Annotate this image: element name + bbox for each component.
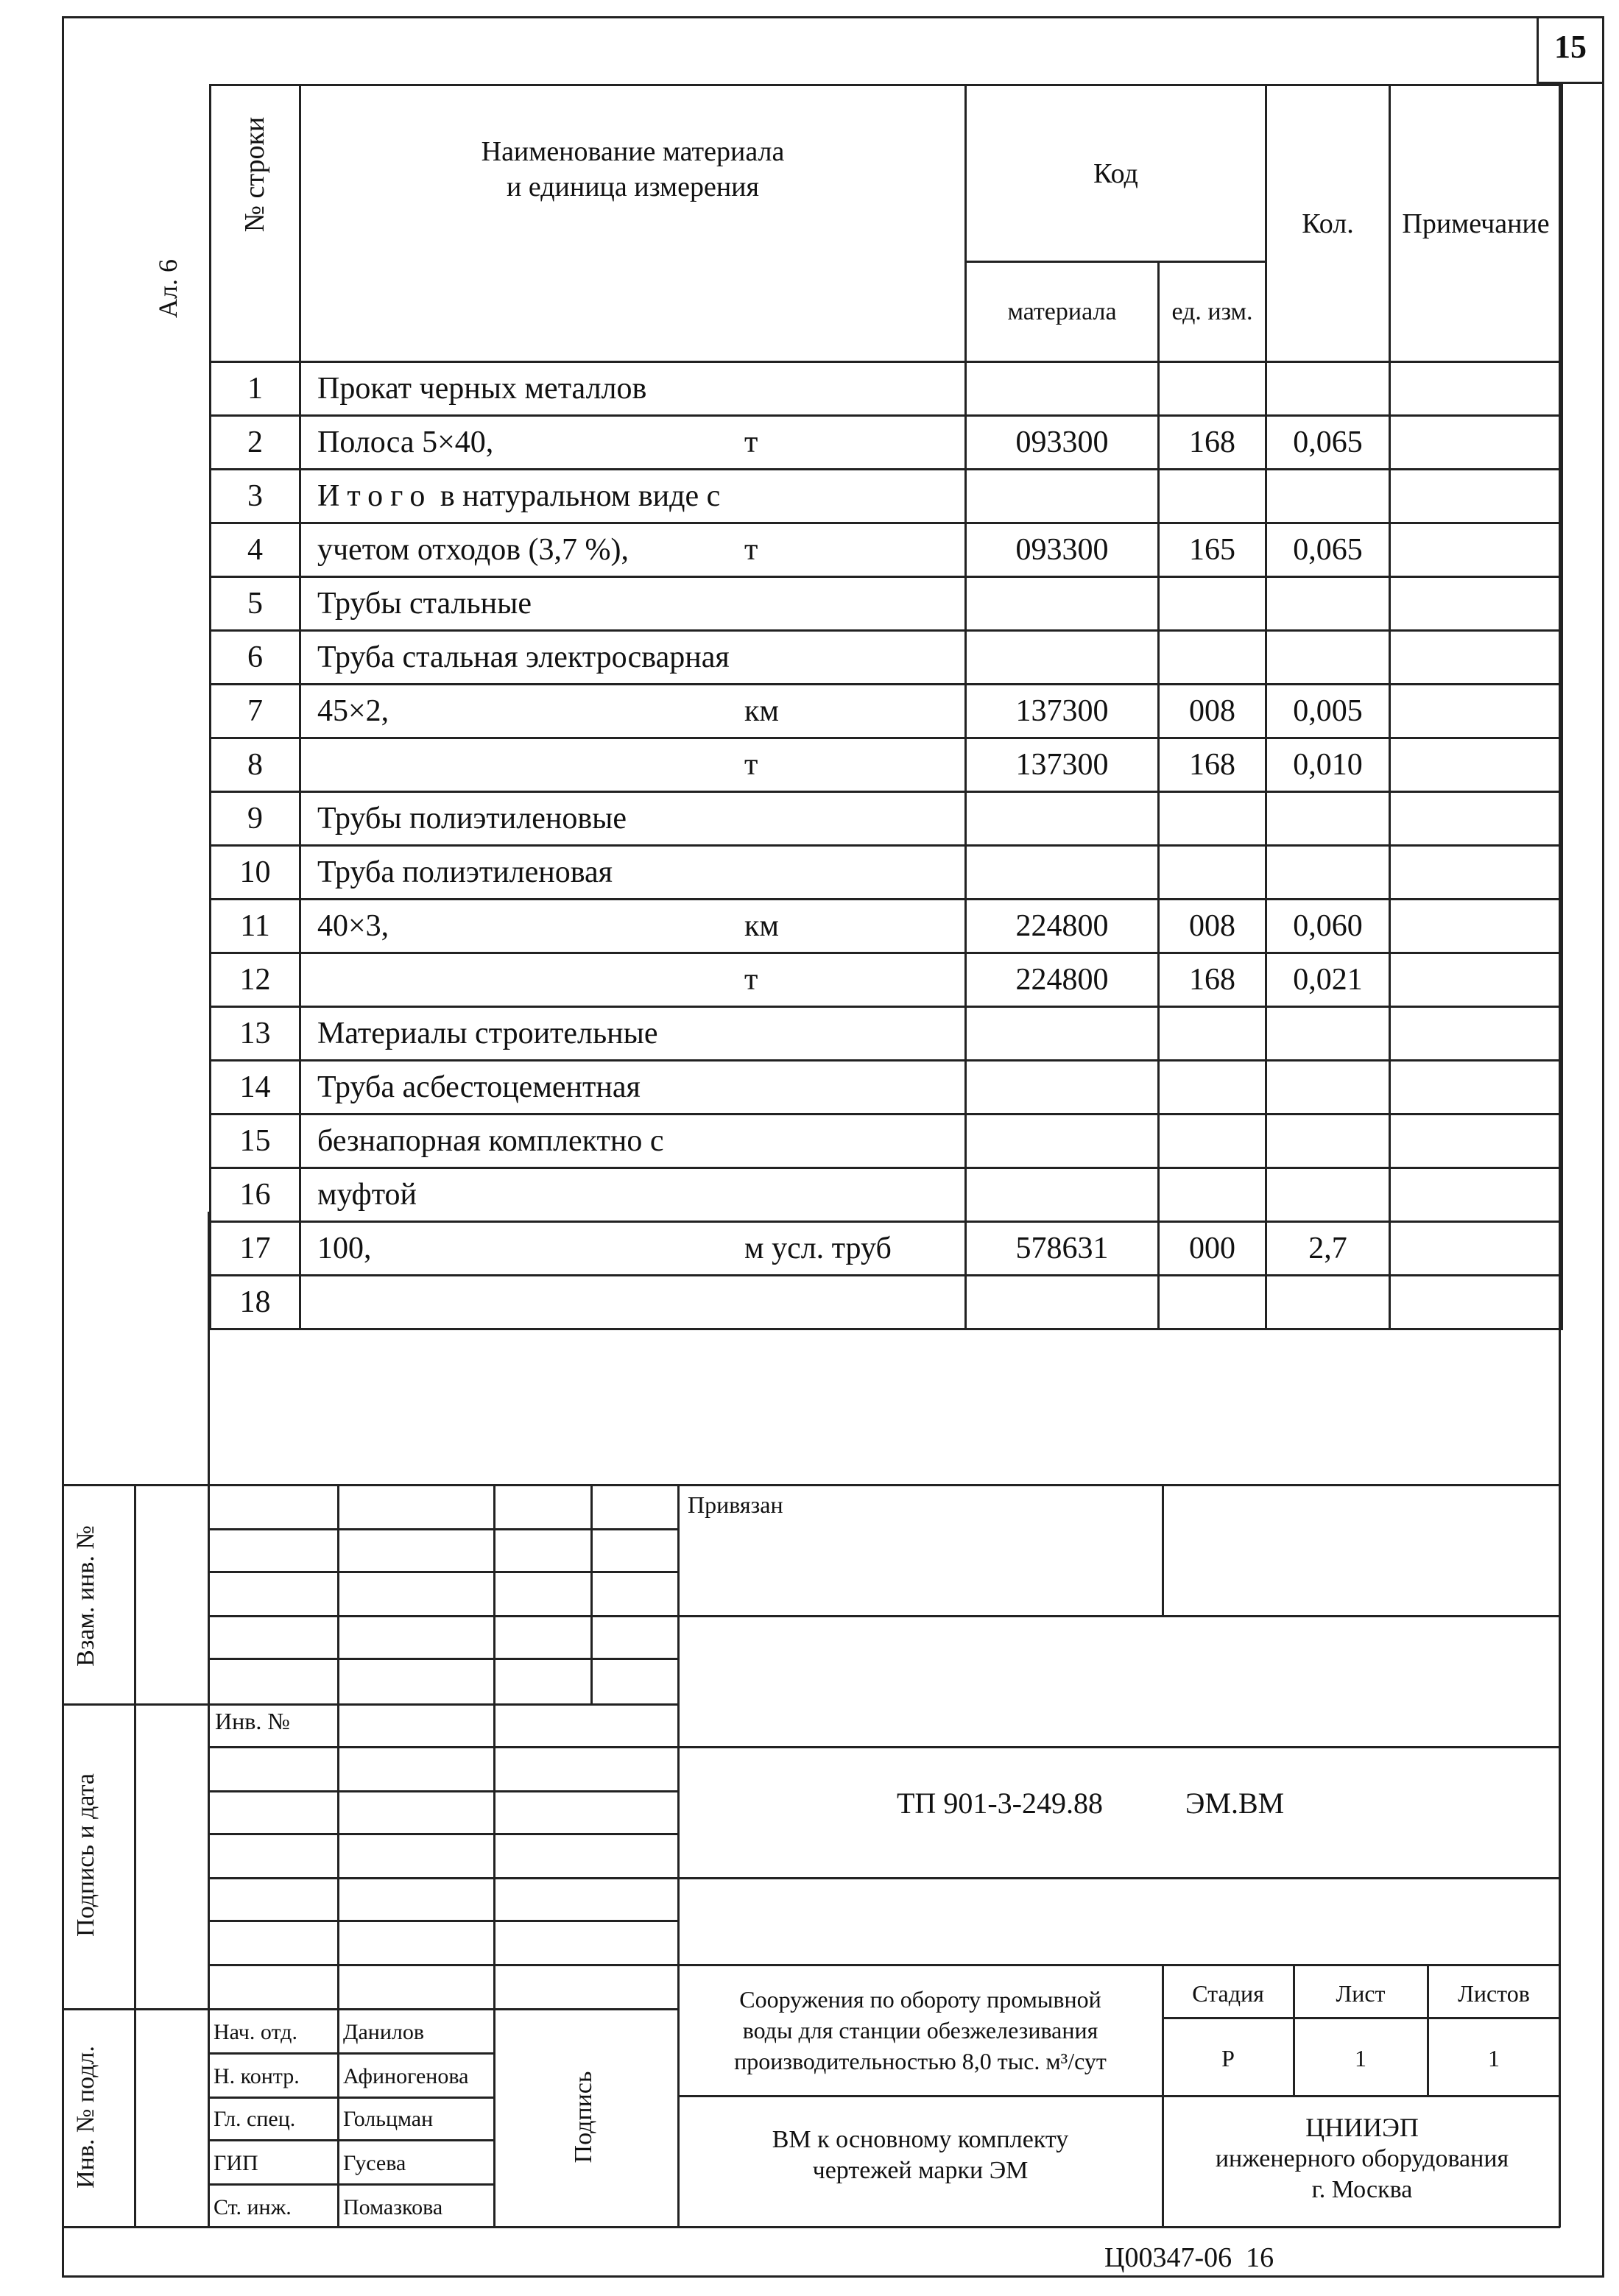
row-unit-code: [1159, 846, 1266, 900]
row-number: 5: [211, 577, 300, 631]
row-name-text: 45×2,: [317, 694, 389, 728]
row-name: [300, 523, 966, 577]
row-quantity: [1266, 577, 1390, 631]
doc-title-2: чертежей марки ЭМ: [812, 2157, 1029, 2184]
privyazan-label: Привязан: [688, 1491, 783, 1518]
project-title-2: воды для станции обезжелезивания: [742, 2017, 1098, 2044]
row-note: [1390, 1115, 1562, 1168]
org-name-3: г. Москва: [1311, 2176, 1413, 2203]
row-unit: т: [744, 533, 758, 567]
row-name: [300, 1276, 966, 1329]
row-name-text: Труба стальная электросварная: [317, 640, 730, 674]
header-name: Наименование материала и единица измерения: [300, 85, 966, 362]
podpis-label: Подпись: [570, 2071, 597, 2163]
designation: ТП 901-3-249.88: [897, 1787, 1103, 1820]
row-number: 6: [211, 631, 300, 685]
row-quantity: [1266, 1061, 1390, 1115]
row-name: [300, 953, 966, 1007]
row-number: 10: [211, 846, 300, 900]
document-mark: ЭМ.ВМ: [1185, 1787, 1285, 1820]
row-material-code: [966, 1276, 1159, 1329]
signature-role: Гл. спец.: [214, 2107, 296, 2131]
row-number: 11: [211, 900, 300, 953]
row-name-text: Трубы полиэтиленовые: [317, 802, 627, 836]
row-note: [1390, 1222, 1562, 1276]
signature-name: Афиногенова: [343, 2064, 469, 2088]
row-material-code: [966, 1061, 1159, 1115]
row-name: [300, 1061, 966, 1115]
row-unit: м усл. труб: [744, 1232, 892, 1265]
sheets-label: Листов: [1458, 1980, 1530, 2007]
row-name-text: Прокат черных металлов: [317, 372, 647, 406]
row-note: [1390, 523, 1562, 577]
row-name: [300, 362, 966, 416]
table-row: [211, 631, 1562, 685]
row-unit: т: [744, 425, 758, 459]
project-title-3: производительностью 8,0 тыс. м³/сут: [734, 2048, 1107, 2074]
signature-role: Н. контр.: [214, 2064, 300, 2088]
row-unit-code: [1159, 792, 1266, 846]
row-name: [300, 1222, 966, 1276]
row-name: [300, 1007, 966, 1061]
table-row: [211, 470, 1562, 523]
row-quantity: 0,021: [1266, 953, 1390, 1007]
table-row: [211, 953, 1562, 1007]
row-number: 13: [211, 1007, 300, 1061]
row-unit-code: 168: [1159, 953, 1266, 1007]
row-note: [1390, 1276, 1562, 1329]
row-material-code: [966, 1007, 1159, 1061]
footer-code: Ц00347-06 16: [1104, 2242, 1274, 2273]
row-quantity: [1266, 1007, 1390, 1061]
signature-name: Гусева: [343, 2151, 406, 2175]
signature-name: Помазкова: [343, 2195, 443, 2219]
header-code: Код: [966, 85, 1266, 262]
row-name-text: Материалы строительные: [317, 1017, 658, 1050]
row-quantity: [1266, 846, 1390, 900]
row-name-rest: в натуральном виде с: [432, 479, 721, 513]
row-name: [300, 631, 966, 685]
row-quantity: [1266, 1276, 1390, 1329]
signature-role: ГИП: [214, 2151, 258, 2175]
row-quantity: 0,065: [1266, 416, 1390, 470]
row-number: 18: [211, 1276, 300, 1329]
stage-value: Р: [1221, 2045, 1235, 2071]
row-note: [1390, 953, 1562, 1007]
stage-label: Стадия: [1192, 1980, 1264, 2007]
row-note: [1390, 577, 1562, 631]
row-name-text: Труба асбестоцементная: [317, 1070, 641, 1104]
row-quantity: 0,010: [1266, 738, 1390, 792]
signature-role: Ст. инж.: [214, 2195, 292, 2219]
org-name-1: ЦНИИЭП: [1305, 2113, 1419, 2142]
spec-table: [209, 84, 1563, 1330]
row-quantity: 0,005: [1266, 685, 1390, 738]
row-material-code: 093300: [966, 416, 1159, 470]
signature-name: Гольцман: [343, 2107, 434, 2131]
sheets-value: 1: [1488, 2045, 1500, 2071]
row-name-text: 40×3,: [317, 909, 389, 943]
row-note: [1390, 1061, 1562, 1115]
row-material-code: [966, 577, 1159, 631]
table-row: [211, 846, 1562, 900]
row-unit-code: [1159, 1061, 1266, 1115]
row-number: 1: [211, 362, 300, 416]
row-note: [1390, 738, 1562, 792]
row-name: [300, 900, 966, 953]
row-name-text: Трубы стальные: [317, 587, 532, 621]
row-unit-code: 008: [1159, 900, 1266, 953]
row-number: 2: [211, 416, 300, 470]
table-row: [211, 792, 1562, 846]
project-title-1: Сооружения по обороту промывной: [739, 1986, 1101, 2013]
doc-title-1: ВМ к основному комплекту: [772, 2126, 1069, 2153]
row-quantity: 0,065: [1266, 523, 1390, 577]
row-unit-code: [1159, 470, 1266, 523]
inv-no-label: Инв. №: [215, 1708, 290, 1734]
table-row: [211, 1222, 1562, 1276]
row-name: [300, 416, 966, 470]
row-unit-code: [1159, 1007, 1266, 1061]
sheet-label: Лист: [1336, 1980, 1386, 2007]
row-note: [1390, 631, 1562, 685]
row-number: 9: [211, 792, 300, 846]
header-note: Примечание: [1390, 85, 1562, 362]
row-unit-code: [1159, 631, 1266, 685]
row-note: [1390, 846, 1562, 900]
row-unit-code: 000: [1159, 1222, 1266, 1276]
row-quantity: [1266, 470, 1390, 523]
row-material-code: [966, 1168, 1159, 1222]
table-left-edge: [208, 1212, 210, 1486]
table-row: [211, 1061, 1562, 1115]
table-row: [211, 685, 1562, 738]
row-material-code: 137300: [966, 738, 1159, 792]
row-number: 14: [211, 1061, 300, 1115]
row-quantity: [1266, 631, 1390, 685]
row-name-spaced: Итого: [317, 479, 433, 513]
row-name-text: безнапорная комплектно с: [317, 1124, 664, 1158]
row-name-text: муфтой: [317, 1178, 417, 1212]
row-material-code: [966, 1115, 1159, 1168]
row-unit-code: [1159, 362, 1266, 416]
row-unit-code: [1159, 1276, 1266, 1329]
table-row: [211, 1168, 1562, 1222]
header-row-number: № строки: [211, 85, 300, 362]
side-label: Ал. 6: [153, 259, 183, 318]
row-number: 12: [211, 953, 300, 1007]
org-name-2: инженерного оборудования: [1215, 2145, 1509, 2172]
row-name-text: [317, 478, 744, 514]
row-note: [1390, 362, 1562, 416]
page-number: 15: [1554, 29, 1587, 65]
sheet-value: 1: [1355, 2045, 1366, 2071]
label-podpis-data: Подпись и дата: [72, 1773, 99, 1937]
row-name-text: 100,: [317, 1232, 372, 1265]
row-name: [300, 1168, 966, 1222]
row-name: [300, 470, 966, 523]
row-unit-code: [1159, 1168, 1266, 1222]
row-material-code: 137300: [966, 685, 1159, 738]
row-material-code: [966, 792, 1159, 846]
header-code-unit: ед. изм.: [1159, 262, 1266, 362]
table-row: [211, 362, 1562, 416]
row-note: [1390, 792, 1562, 846]
row-quantity: [1266, 1168, 1390, 1222]
row-name: [300, 577, 966, 631]
row-material-code: 224800: [966, 953, 1159, 1007]
header-code-material: материала: [966, 262, 1159, 362]
row-unit: т: [744, 748, 758, 782]
row-number: 17: [211, 1222, 300, 1276]
row-name: [300, 1115, 966, 1168]
label-inv-podl: Инв. № подл.: [72, 2046, 99, 2189]
row-number: 4: [211, 523, 300, 577]
row-quantity: [1266, 792, 1390, 846]
row-name: [300, 792, 966, 846]
table-row: [211, 416, 1562, 470]
row-unit: км: [744, 909, 779, 943]
row-material-code: [966, 631, 1159, 685]
row-unit-code: 008: [1159, 685, 1266, 738]
row-quantity: 0,060: [1266, 900, 1390, 953]
row-number: 15: [211, 1115, 300, 1168]
row-material-code: 224800: [966, 900, 1159, 953]
table-row: [211, 1276, 1562, 1329]
row-material-code: [966, 846, 1159, 900]
row-material-code: 093300: [966, 523, 1159, 577]
row-material-code: 578631: [966, 1222, 1159, 1276]
row-unit-code: 165: [1159, 523, 1266, 577]
row-unit-code: [1159, 1115, 1266, 1168]
row-material-code: [966, 362, 1159, 416]
row-note: [1390, 900, 1562, 953]
row-number: 7: [211, 685, 300, 738]
signature-name: Данилов: [343, 2020, 425, 2044]
row-quantity: 2,7: [1266, 1222, 1390, 1276]
row-unit: км: [744, 694, 779, 728]
table-row: [211, 523, 1562, 577]
row-unit-code: 168: [1159, 416, 1266, 470]
signature-role: Нач. отд.: [214, 2020, 297, 2044]
row-note: [1390, 1007, 1562, 1061]
row-unit: т: [744, 963, 758, 997]
table-header-row: [211, 85, 1562, 262]
row-unit-code: [1159, 577, 1266, 631]
row-quantity: [1266, 1115, 1390, 1168]
row-name: [300, 846, 966, 900]
row-note: [1390, 1168, 1562, 1222]
table-row: [211, 900, 1562, 953]
table-row: [211, 577, 1562, 631]
row-note: [1390, 416, 1562, 470]
row-name-text: Полоса 5×40,: [317, 425, 494, 459]
row-number: 3: [211, 470, 300, 523]
row-number: 16: [211, 1168, 300, 1222]
row-name-text: Труба полиэтиленовая: [317, 855, 613, 889]
row-name: [300, 685, 966, 738]
header-qty: Кол.: [1266, 85, 1390, 362]
row-material-code: [966, 470, 1159, 523]
table-row: [211, 738, 1562, 792]
row-unit-code: 168: [1159, 738, 1266, 792]
row-number: 8: [211, 738, 300, 792]
row-note: [1390, 685, 1562, 738]
row-name-text: учетом отходов (3,7 %),: [317, 533, 629, 567]
label-vzam: Взам. инв. №: [72, 1525, 99, 1667]
table-row: [211, 1007, 1562, 1061]
table-row: [211, 1115, 1562, 1168]
row-quantity: [1266, 362, 1390, 416]
row-note: [1390, 470, 1562, 523]
row-name: [300, 738, 966, 792]
